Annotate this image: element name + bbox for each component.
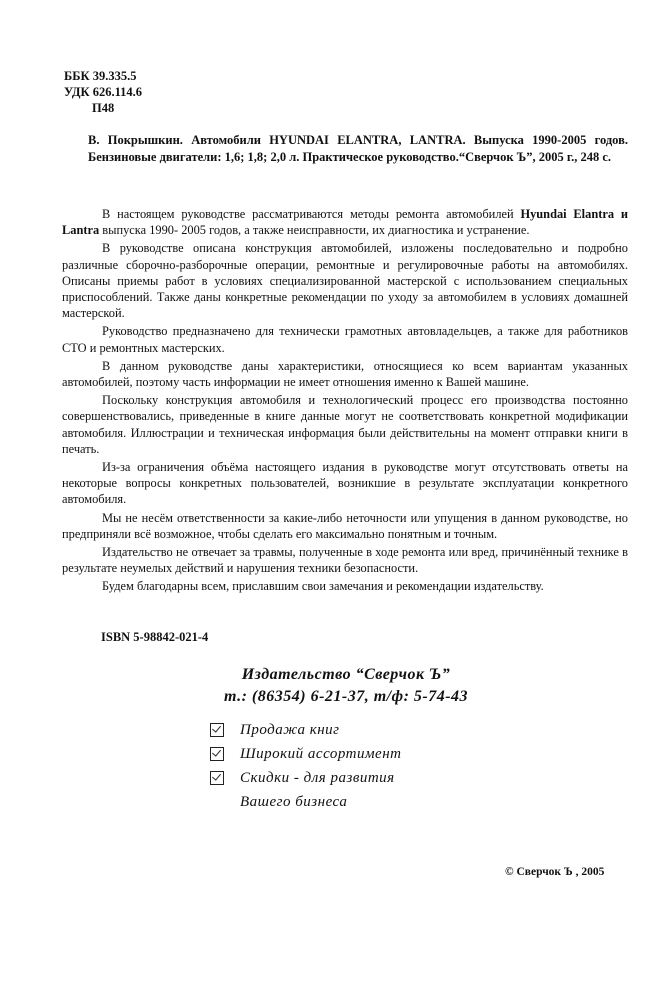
checkbox-icon bbox=[210, 771, 224, 785]
checkbox-icon bbox=[210, 747, 224, 761]
promo-list bbox=[210, 718, 402, 814]
udk-code: УДК 626.114.6 bbox=[64, 85, 143, 99]
paragraph-7: Мы не несём ответственности за какие-либо неточности или упущения в данном руководстве, но предприняли всё возможное, чтобы сделать его максимально понятным и точным. bbox=[62, 510, 628, 541]
promo-item: Продажа книг bbox=[210, 718, 402, 742]
promo-item: Скидки - для развития bbox=[210, 766, 402, 790]
copyright: © Сверчок Ъ , 2005 bbox=[505, 866, 605, 878]
paragraph-4: В данном руководстве даны характеристики, относящиеся ко всем вариантам указанных автомобилей, поэтому часть информации не имеет отношения именно к Вашей машине. bbox=[62, 358, 628, 390]
promo-continuation: Вашего бизнеса bbox=[240, 794, 348, 810]
promo-item: Широкий ассортимент bbox=[210, 742, 402, 766]
paragraph-6: Из-за ограничения объёма настоящего издания в руководстве могут отсутствовать ответы на некоторые вопросы конкретных пользователей, возникшие в результате эксплуатации конкретного автомобиля. bbox=[62, 460, 628, 507]
paragraph-5: Поскольку конструкция автомобиля и технологический процесс его производства постоянно совершенствовались, приведенные в книге данные могут не соответствовать конкретной модификации автомобиля. Иллюстрации и техническая информация были действительны на момент отправки книги в печать. bbox=[62, 393, 628, 456]
bibliographic-record: В. Покрышкин. Автомобили HYUNDAI ELANTRA, LANTRA. Выпуска 1990-2005 годов. Бензиновые двигатели: 1,6; 1,8; 2,0 л. Практическое руководство.“Сверчок Ъ”, 2005 г., 248 с. bbox=[88, 133, 628, 164]
paragraph-9: Будем благодарны всем, приславшим свои замечания и рекомендации издательству. bbox=[102, 579, 544, 594]
author-sign-code: П48 bbox=[92, 101, 115, 115]
paragraph-1: В настоящем руководстве рассматриваются методы ремонта автомобилей Hyundai Elantra и Lantra выпуска 1990- 2005 годов, а также неисправности, их диагностика и устранение. bbox=[62, 207, 628, 238]
annotation-text bbox=[62, 206, 628, 597]
car-models: Hyundai Elantra и Lantra bbox=[62, 207, 628, 238]
paragraph-2: В руководстве описана конструкция автомобилей, изложены последовательно и подробно различные сборочно-разборочные операции, ремонтные и регулировочные работы на автомобилях. Описаны приемы работ в условиях специализированной мастерской с использованием специальных приспособлений. Также даны конкретные рекомендации по уходу за автомобилем в условиях домашней мастерской. bbox=[62, 241, 628, 321]
isbn: ISBN 5-98842-021-4 bbox=[101, 630, 209, 644]
checkbox-icon bbox=[210, 723, 224, 737]
publisher-name: Издательство “Сверчок Ъ” bbox=[241, 666, 451, 683]
bbk-code: ББК 39.335.5 bbox=[64, 69, 137, 83]
paragraph-3: Руководство предназначено для технически грамотных автовладельцев, а также для работников СТО и ремонтных мастерских. bbox=[62, 324, 628, 355]
classification-codes bbox=[64, 68, 142, 116]
paragraph-8: Издательство не отвечает за травмы, полученные в ходе ремонта или вред, причинённый технике в результате неумелых действий и нарушения техники безопасности. bbox=[62, 545, 628, 576]
publisher-block bbox=[196, 664, 496, 708]
publisher-phones: т.: (86354) 6-21-37, т/ф: 5-74-43 bbox=[223, 688, 469, 705]
